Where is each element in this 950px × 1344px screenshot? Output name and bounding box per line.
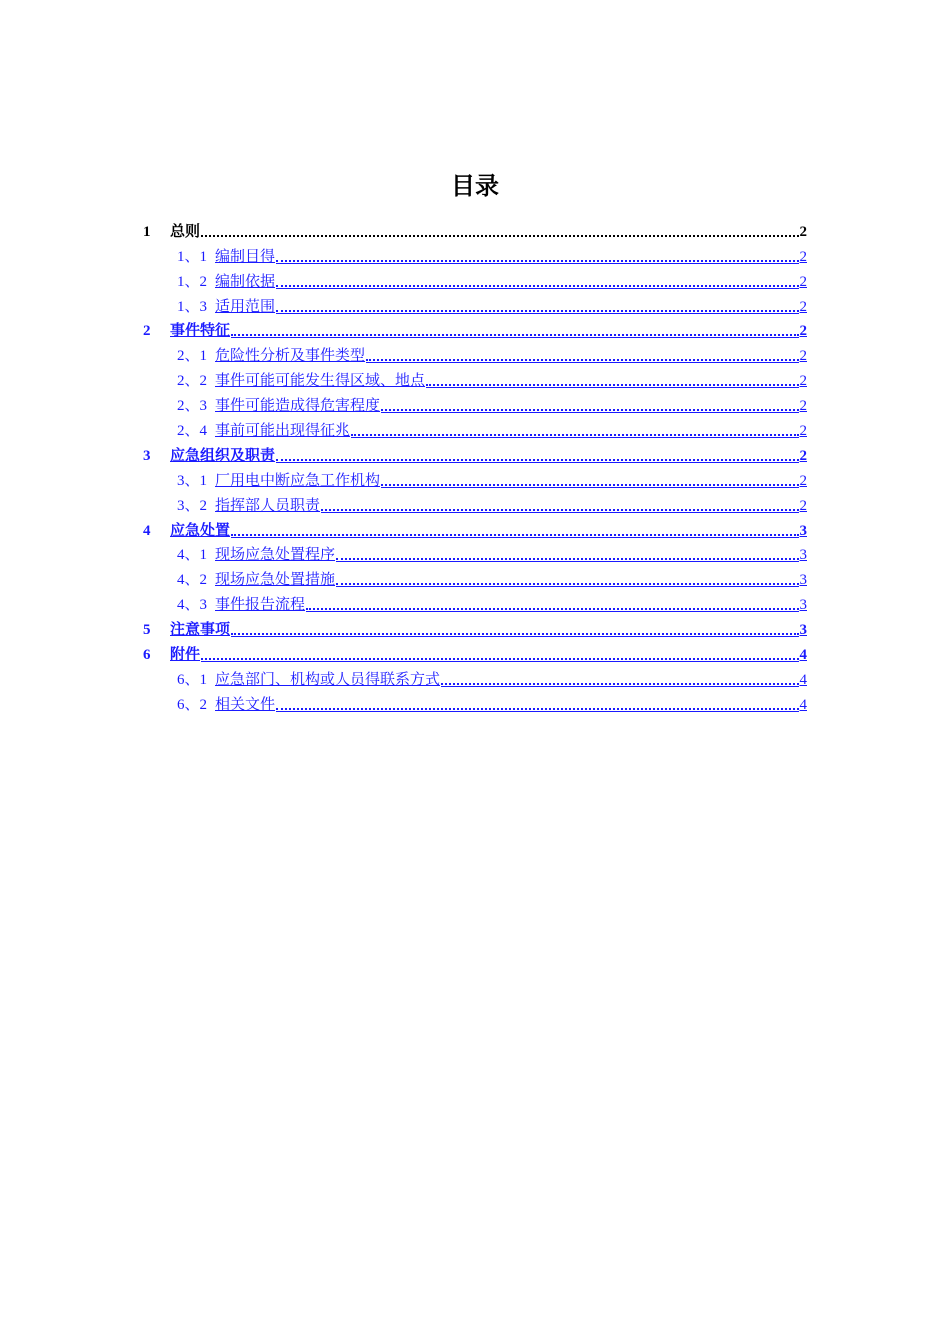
toc-entry-label <box>177 347 365 365</box>
toc-entry-text: 总则 <box>170 223 201 240</box>
toc-entry-page: 2 <box>799 323 807 340</box>
toc-entry-number: 4、2 <box>177 572 208 589</box>
toc-entry-text: 指挥部人员职责 <box>215 497 321 514</box>
toc-entry-label <box>177 472 380 490</box>
dot-leader <box>336 558 798 560</box>
toc-entry-2-1[interactable] <box>143 340 807 365</box>
table-of-contents <box>143 216 807 714</box>
dot-leader <box>231 334 798 336</box>
toc-entry-1-1[interactable] <box>143 241 807 266</box>
toc-entry-1-2[interactable] <box>143 266 807 291</box>
toc-entry-number: 2、2 <box>177 373 208 390</box>
dot-leader <box>276 708 798 710</box>
toc-entry-text: 现场应急处置措施 <box>215 572 336 589</box>
toc-entry-label <box>143 522 230 540</box>
toc-entry-page: 4 <box>799 647 807 664</box>
toc-entry-4-3[interactable] <box>143 589 807 614</box>
dot-leader <box>381 409 798 411</box>
toc-entry-number: 2、3 <box>177 398 208 415</box>
toc-entry-6[interactable] <box>143 639 807 664</box>
dot-leader <box>441 683 798 685</box>
toc-entry-text: 附件 <box>170 647 201 664</box>
toc-entry-label <box>177 273 275 291</box>
toc-entry-3[interactable] <box>143 440 807 465</box>
toc-entry-number: 3、1 <box>177 472 208 489</box>
toc-entry-page: 2 <box>799 423 807 440</box>
toc-entry-number: 1、3 <box>177 298 208 315</box>
dot-leader <box>351 434 798 436</box>
toc-entry-page: 3 <box>799 597 807 614</box>
toc-entry-label <box>177 298 275 316</box>
toc-entry-text: 厂用电中断应急工作机构 <box>215 472 381 489</box>
toc-entry-2-3[interactable] <box>143 390 807 415</box>
toc-entry-1[interactable] <box>143 216 807 241</box>
toc-entry-number: 4 <box>143 522 151 539</box>
toc-entry-text: 应急处置 <box>170 522 231 539</box>
toc-entry-6-1[interactable] <box>143 664 807 689</box>
toc-entry-2-4[interactable] <box>143 415 807 440</box>
toc-entry-label <box>143 322 230 340</box>
toc-entry-3-1[interactable] <box>143 465 807 490</box>
toc-entry-label <box>177 422 350 440</box>
toc-entry-text: 相关文件 <box>215 696 276 713</box>
toc-entry-number: 4、1 <box>177 547 208 564</box>
toc-entry-number: 1、2 <box>177 273 208 290</box>
dot-leader <box>366 359 798 361</box>
toc-entry-page: 2 <box>799 348 807 365</box>
dot-leader <box>306 608 798 610</box>
toc-entry-number: 6、2 <box>177 696 208 713</box>
toc-entry-text: 危险性分析及事件类型 <box>215 348 366 365</box>
toc-entry-label <box>143 447 275 465</box>
toc-entry-number: 3、2 <box>177 497 208 514</box>
dot-leader <box>276 285 798 287</box>
toc-entry-number: 1、1 <box>177 248 208 265</box>
toc-entry-4-1[interactable] <box>143 540 807 565</box>
toc-entry-text: 事前可能出现得征兆 <box>215 423 351 440</box>
toc-entry-4[interactable] <box>143 515 807 540</box>
toc-entry-5[interactable] <box>143 614 807 639</box>
toc-entry-text: 编制目得 <box>215 248 276 265</box>
toc-entry-2[interactable] <box>143 316 807 341</box>
toc-entry-number: 2 <box>143 323 151 340</box>
toc-entry-label <box>177 397 380 415</box>
toc-entry-1-3[interactable] <box>143 291 807 316</box>
toc-entry-page: 3 <box>799 547 807 564</box>
toc-entry-4-2[interactable] <box>143 564 807 589</box>
toc-entry-6-2[interactable] <box>143 689 807 714</box>
toc-entry-label <box>143 223 200 241</box>
toc-entry-page: 3 <box>799 522 807 539</box>
dot-leader <box>201 235 798 237</box>
toc-entry-label <box>177 372 425 390</box>
toc-entry-number: 5 <box>143 622 151 639</box>
toc-entry-page: 4 <box>799 671 807 688</box>
toc-entry-text: 注意事项 <box>170 622 231 639</box>
toc-entry-page: 2 <box>799 298 807 315</box>
toc-entry-page: 2 <box>799 248 807 265</box>
toc-entry-page: 2 <box>799 472 807 489</box>
toc-entry-number: 6 <box>143 647 151 664</box>
dot-leader <box>426 384 798 386</box>
toc-entry-page: 2 <box>799 373 807 390</box>
toc-entry-3-2[interactable] <box>143 490 807 515</box>
toc-entry-text: 事件可能可能发生得区域、地点 <box>215 373 426 390</box>
toc-entry-text: 适用范围 <box>215 298 276 315</box>
toc-entry-text: 编制依据 <box>215 273 276 290</box>
dot-leader <box>201 658 798 660</box>
dot-leader <box>321 509 798 511</box>
toc-entry-page: 3 <box>799 572 807 589</box>
toc-entry-page: 3 <box>799 622 807 639</box>
toc-entry-text: 应急部门、机构或人员得联系方式 <box>215 671 441 688</box>
toc-entry-text: 现场应急处置程序 <box>215 547 336 564</box>
dot-leader <box>381 484 798 486</box>
toc-entry-page: 2 <box>799 497 807 514</box>
toc-entry-text: 事件可能造成得危害程度 <box>215 398 381 415</box>
toc-entry-page: 2 <box>799 273 807 290</box>
toc-entry-text: 应急组织及职责 <box>170 447 276 464</box>
toc-entry-text: 事件特征 <box>170 323 231 340</box>
dot-leader <box>231 534 798 536</box>
dot-leader <box>276 260 798 262</box>
toc-entry-label <box>177 497 320 515</box>
toc-entry-number: 1 <box>143 223 151 240</box>
toc-entry-label <box>177 571 335 589</box>
toc-entry-number: 6、1 <box>177 671 208 688</box>
toc-entry-label <box>177 696 275 714</box>
page-title: 目录 <box>451 172 499 200</box>
dot-leader <box>276 459 798 461</box>
toc-entry-page: 2 <box>799 223 807 240</box>
toc-entry-number: 2、1 <box>177 348 208 365</box>
dot-leader <box>276 310 798 312</box>
toc-entry-label <box>143 621 230 639</box>
toc-entry-text: 事件报告流程 <box>215 597 306 614</box>
toc-entry-label <box>177 546 335 564</box>
toc-entry-page: 2 <box>799 447 807 464</box>
dot-leader <box>231 633 798 635</box>
dot-leader <box>336 583 798 585</box>
toc-entry-number: 2、4 <box>177 423 208 440</box>
toc-entry-number: 4、3 <box>177 597 208 614</box>
toc-entry-2-2[interactable] <box>143 365 807 390</box>
toc-entry-page: 4 <box>799 696 807 713</box>
toc-entry-label <box>143 646 200 664</box>
toc-entry-label <box>177 248 275 266</box>
toc-entry-label <box>177 596 305 614</box>
toc-entry-label <box>177 671 440 689</box>
toc-entry-number: 3 <box>143 447 151 464</box>
toc-entry-page: 2 <box>799 398 807 415</box>
